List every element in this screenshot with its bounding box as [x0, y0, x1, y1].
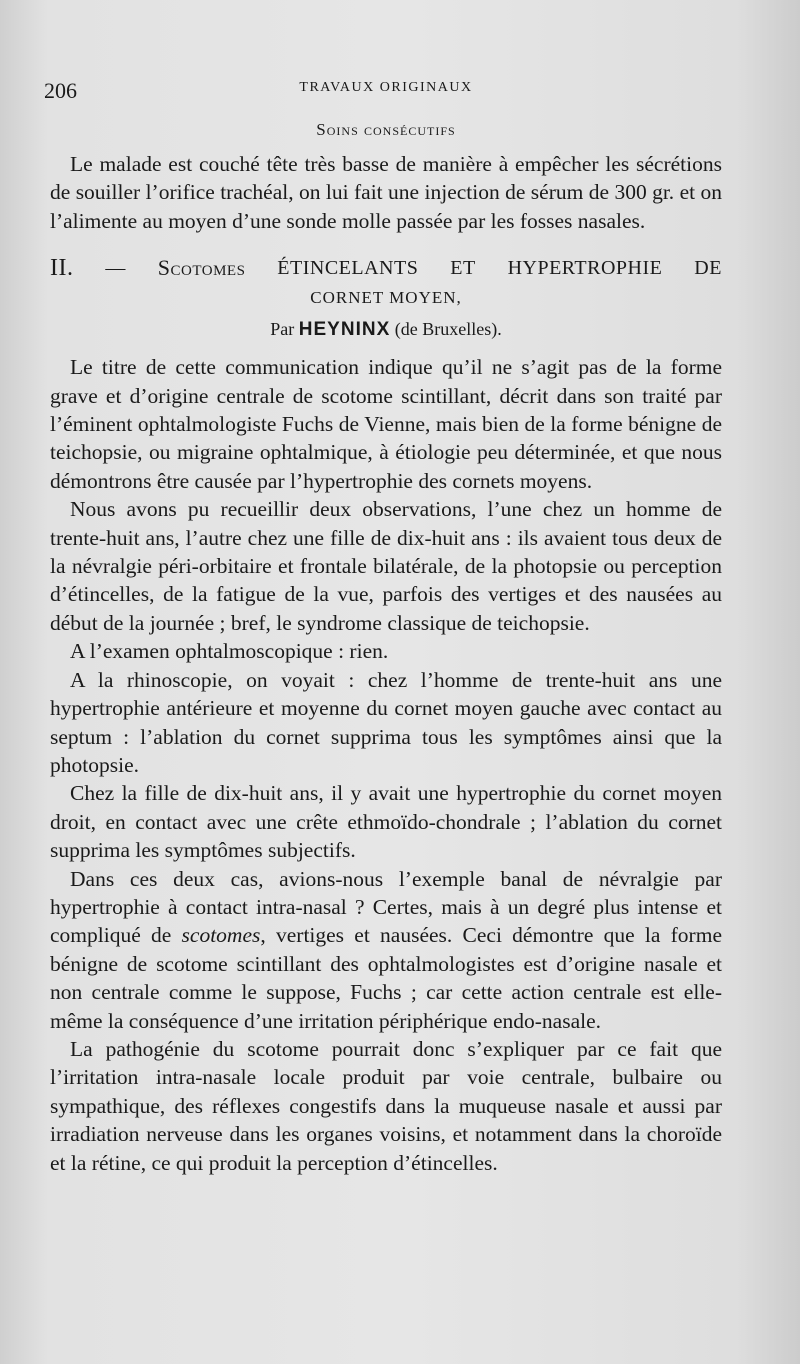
- paragraph-text: Dans ces deux cas, avions-nous l’exemple banal de névralgie par hypertrophie à contact intra-nasal ? Certes, mais à un degré plus intense et compliqué de: [50, 866, 722, 948]
- byline-prefix: Par: [270, 319, 295, 340]
- title-word: Scotomes: [157, 255, 246, 281]
- title-dash: —: [105, 257, 126, 280]
- paragraph: La pathogénie du scotome pourrait donc s’expliquer par ce fait que l’irritation intra-nasale locale produit par voie centrale, bulbaire ou sympathique, des réflexes congestifs dans la muqueuse nasale et aussi par irradiation nerveuse dans les organes voisins, et notamment dans la choroïde et la rétine, ce qui produit la perception d’étincelles.: [50, 1036, 722, 1175]
- page-header: [44, 70, 722, 110]
- author-affiliation: (de Bruxelles).: [394, 319, 502, 340]
- article-title-line-2: CORNET MOYEN,: [310, 288, 462, 308]
- paragraph: Nous avons pu recueillir deux observations, l’une chez un homme de trente-huit ans, l’autre chez une fille de dix-huit ans : ils avaient tous deux de la névralgie péri-orbitaire et frontale bilatérale, de la photopsie ou perception d’étincelles, de la fatigue de la vue, parfois des vertiges et des nausées au début de la journée ; bref, le syndrome classique de teichopsie.: [50, 497, 722, 635]
- page-content: [44, 70, 722, 1177]
- title-word: HYPERTROPHIE: [507, 257, 663, 280]
- paragraph: A l’examen ophtalmoscopique : rien.: [70, 639, 389, 664]
- page-number: 206: [44, 78, 77, 103]
- paragraph: A la rhinoscopie, on voyait : chez l’homme de trente-huit ans une hypertrophie antérieure et moyenne du cornet moyen gauche avec contact au septum : l’ablation du cornet supprima tous les symptômes ainsi que la photopsie.: [50, 667, 722, 777]
- section-heading: Soins consécutifs: [316, 120, 456, 139]
- title-word: ET: [450, 257, 476, 280]
- paragraph: Le titre de cette communication indique qu’il ne s’agit pas de la forme grave et d’origine centrale de scotome scintillant, décrit dans son traité par l’éminent ophtalmologiste Fuchs de Vienne, mais bien de la forme bénigne de teichopsie, ou migraine ophtalmique, à étiologie peu déterminée, et que nous démontrons être causée par l’hypertrophie des cornets moyens.: [50, 355, 722, 493]
- article-number: II.: [50, 255, 74, 282]
- paragraph: [50, 865, 722, 1035]
- title-word: DE: [694, 257, 722, 280]
- byline: [50, 319, 722, 341]
- running-title: TRAVAUX ORIGINAUX: [299, 80, 473, 95]
- emphasis-scotomes: scotomes: [181, 923, 261, 948]
- article-title: [50, 253, 722, 313]
- paragraph: Chez la fille de dix-huit ans, il y avait une hypertrophie du cornet moyen droit, en contact avec une crête ethmoïdo-chondrale ; l’ablation du cornet supprima les symptômes subjectifs.: [50, 781, 722, 863]
- title-word: ÉTINCELANTS: [277, 257, 419, 280]
- article-title-line-1: [50, 253, 722, 283]
- paragraph: Le malade est couché tête très basse de manière à empêcher les sécrétions de souiller l’orifice trachéal, on lui fait une injection de sérum de 300 gr. et on l’alimente au moyen d’une sonde molle passée par les fosses nasales.: [50, 152, 722, 233]
- paragraph-text: , vertiges et nausées. Ceci démontre que la forme bénigne de scotome scintillant des ophtalmologistes est d’origine nasale et non centrale comme le suppose, Fuchs ; car cette action centrale est elle-même la conséquence d’une irritation périphérique endo-nasale.: [50, 923, 722, 1033]
- author-name: HEYNINX: [298, 319, 391, 341]
